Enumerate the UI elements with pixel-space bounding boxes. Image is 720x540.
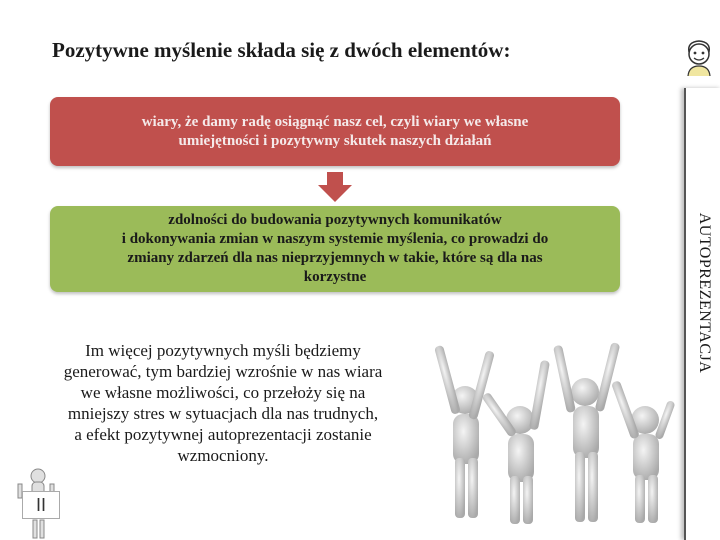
slide-title: Pozytywne myślenie składa się z dwóch elementów:	[52, 38, 511, 62]
second-element-line: zmiany zdarzeń dla nas nieprzyjemnych w takie, które są dla nas	[127, 250, 543, 266]
down-arrow-icon	[318, 172, 352, 202]
summary-line: Im więcej pozytywnych myśli będziemy	[85, 341, 361, 360]
summary-line: a efekt pozytywnej autoprezentacji zostanie	[74, 425, 372, 444]
summary-line: wzmocniony.	[177, 446, 269, 465]
second-element-line: zdolności do budowania pozytywnych komunikatów	[168, 212, 502, 228]
figure-icon	[481, 360, 550, 524]
sidebar-panel	[684, 88, 720, 540]
celebrating-people-illustration	[425, 330, 675, 530]
figure-icon	[434, 345, 495, 518]
sidebar-title: AUTOPREZENTACJA	[696, 212, 713, 374]
summary-line: we własne możliwości, co przełoży się na	[80, 383, 366, 402]
first-element-line: wiary, że damy radę osiągnąć nasz cel, czyli wiary we własne	[141, 113, 529, 130]
second-element-line: korzystne	[303, 269, 367, 285]
summary-line: generować, tym bardziej wzrośnie w nas wiara	[63, 362, 383, 381]
second-element-box	[50, 206, 620, 292]
slide-number: II	[22, 491, 60, 519]
second-element-line: i dokonywania zmian w naszym systemie myślenia, co prowadzi do	[121, 231, 549, 247]
first-element-box	[50, 97, 620, 166]
summary-paragraph	[28, 340, 418, 466]
summary-line: mniejszy stres w sytuacjach dla nas trudnych,	[67, 404, 379, 423]
sidebar-label	[686, 88, 720, 540]
first-element-line: umiejętności i pozytywny skutek naszych działań	[178, 132, 492, 149]
mascot-icon	[681, 38, 717, 78]
figure-icon	[611, 380, 675, 523]
figure-icon	[553, 342, 620, 522]
